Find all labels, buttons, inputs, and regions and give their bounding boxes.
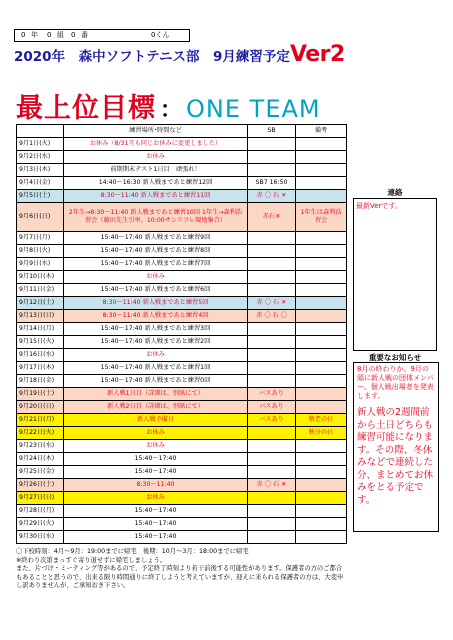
table-row [17, 427, 347, 440]
row-sb [248, 362, 296, 375]
row-content: 15:40～17:40 [64, 531, 248, 544]
table-row [17, 414, 347, 427]
table-row [17, 271, 347, 284]
row-note [296, 232, 347, 245]
row-date: 9月30日(水) [17, 531, 64, 544]
row-note [296, 440, 347, 453]
row-date: 9月22日(火) [17, 427, 64, 440]
header-note: 備考 [296, 125, 347, 138]
row-content: 15:40～17:40 新人戦まであと練習9回 [64, 232, 248, 245]
row-date: 9月21日(月) [17, 414, 64, 427]
row-content: 新人戦予備日 [64, 414, 248, 427]
row-content: 15:40～17:40 [64, 466, 248, 479]
schedule-table [16, 124, 347, 544]
row-content: お休み [64, 151, 248, 164]
row-sb [248, 492, 296, 505]
row-date: 9月14日(月) [17, 323, 64, 336]
row-content: お休み [64, 349, 248, 362]
class-value: 0 [47, 31, 52, 39]
row-content: お休み [64, 427, 248, 440]
row-date: 9月6日(日) [17, 203, 64, 232]
row-sb [248, 427, 296, 440]
table-row [17, 297, 347, 310]
row-sb: 赤石✕ [248, 203, 296, 232]
row-content: 前期期末テスト1日目 頑張れ！ [64, 164, 248, 177]
row-content: お休み（8/31月も同じお休みに変更しました） [64, 138, 248, 151]
row-sb [248, 138, 296, 151]
row-content: 8:30～11:40 新人戦まであと練習11回 [64, 190, 248, 203]
number-value: 0 [71, 31, 76, 39]
row-sb [248, 245, 296, 258]
row-sb: バスあり [248, 414, 296, 427]
row-content: お休み [64, 492, 248, 505]
row-sb [248, 323, 296, 336]
row-note [296, 310, 347, 323]
row-date: 9月19日(土) [17, 388, 64, 401]
table-row [17, 492, 347, 505]
notice-box [353, 362, 439, 532]
row-note [296, 138, 347, 151]
row-content: 15:40～17:40 新人戦まであと練習2回 [64, 336, 248, 349]
row-content: 15:40～17:40 新人戦まであと練習8回 [64, 245, 248, 258]
row-content: 8:30～11:40 新人戦まであと練習5回 [64, 297, 248, 310]
table-row [17, 258, 347, 271]
header-content: 練習場所･時間など [64, 125, 248, 138]
student-id-box [14, 29, 190, 42]
row-note [296, 518, 347, 531]
row-note [296, 466, 347, 479]
table-row [17, 323, 347, 336]
row-sb: 赤 〇 石 ✕ [248, 479, 296, 492]
table-row [17, 349, 347, 362]
row-note [296, 258, 347, 271]
row-sb [248, 232, 296, 245]
row-sb: 赤 〇 石 ✕ [248, 190, 296, 203]
row-content: 8:30～11:40 [64, 479, 248, 492]
row-note [296, 375, 347, 388]
row-note [296, 492, 347, 505]
row-date: 9月26日(土) [17, 479, 64, 492]
row-date: 9月9日(水) [17, 258, 64, 271]
row-sb [248, 505, 296, 518]
header-sb: SB [248, 125, 296, 138]
table-row [17, 479, 347, 492]
row-content: お休み [64, 440, 248, 453]
table-row [17, 466, 347, 479]
row-sb [248, 151, 296, 164]
row-note [296, 388, 347, 401]
row-sb [248, 284, 296, 297]
row-date: 9月17日(木) [17, 362, 64, 375]
row-date: 9月27日(日) [17, 492, 64, 505]
row-date: 9月7日(月) [17, 232, 64, 245]
row-note [296, 349, 347, 362]
footer-line-1: 〇下校時刻：4月～9月：19:00までに帰宅 後期：10月～3月：18:00までに帰宅 [16, 548, 249, 555]
row-sb [248, 336, 296, 349]
notice-text-2: 新人戦の2週間前から土日どちらも練習可能になります。その際、冬休みなどで連続した分、まとめてお休みをとる予定です。 [357, 407, 434, 506]
row-note: 秋分の日 [296, 427, 347, 440]
row-date: 9月18日(金) [17, 375, 64, 388]
table-row [17, 401, 347, 414]
row-date: 9月16日(水) [17, 349, 64, 362]
row-note [296, 297, 347, 310]
row-sb [248, 440, 296, 453]
row-sb: バスあり [248, 388, 296, 401]
goal-banner [16, 92, 366, 126]
row-content: 14:40～16:30 新人戦まであと練習12回 [64, 177, 248, 190]
class-label: 組 [57, 31, 64, 39]
row-content: 15:40～17:40 [64, 518, 248, 531]
header-date [17, 125, 64, 138]
row-date: 9月3日(木) [17, 164, 64, 177]
row-note [296, 453, 347, 466]
row-content: 15:40～17:40 [64, 453, 248, 466]
row-note [296, 479, 347, 492]
table-row [17, 284, 347, 297]
renraku-text: 最新Verです。 [356, 202, 402, 210]
row-date: 9月23日(水) [17, 440, 64, 453]
table-row [17, 138, 347, 151]
row-date: 9月12日(土) [17, 297, 64, 310]
row-sb [248, 453, 296, 466]
row-note [296, 336, 347, 349]
row-note [296, 401, 347, 414]
row-content: 新人戦1日目（詳細は、別紙にて） [64, 388, 248, 401]
row-note: 1年生は森利浩習会 [296, 203, 347, 232]
row-date: 9月10日(木) [17, 271, 64, 284]
row-content: お休み [64, 271, 248, 284]
row-content: 15:40～17:40 新人戦まであと練習0回 [64, 375, 248, 388]
row-content: 15:40～17:40 新人戦まであと練習3回 [64, 323, 248, 336]
row-note [296, 271, 347, 284]
row-note [296, 531, 347, 544]
row-content: 15:40～17:40 新人戦まであと練習7回 [64, 258, 248, 271]
row-date: 9月5日(土) [17, 190, 64, 203]
row-note [296, 164, 347, 177]
goal-colon: ： [160, 98, 183, 123]
row-date: 9月8日(火) [17, 245, 64, 258]
row-sb [248, 518, 296, 531]
table-row [17, 505, 347, 518]
row-date: 9月13日(日) [17, 310, 64, 323]
goal-jp: 最上位目標 [16, 93, 156, 124]
row-date: 9月1日(火) [17, 138, 64, 151]
year-label: 年 [31, 31, 38, 39]
row-note [296, 245, 347, 258]
row-sb [248, 375, 296, 388]
row-sb: バスあり [248, 401, 296, 414]
row-note [296, 190, 347, 203]
row-sb: 赤 〇 石 〇 [248, 310, 296, 323]
row-date: 9月29日(火) [17, 518, 64, 531]
row-sb [248, 271, 296, 284]
row-date: 9月25日(金) [17, 466, 64, 479]
footer-line-2: ※終わり次第まっすぐ寄り道せずに帰宅しましょう。 [16, 556, 167, 564]
row-date: 9月2日(水) [17, 151, 64, 164]
row-sb [248, 258, 296, 271]
footer-notes [16, 548, 346, 591]
table-row [17, 190, 347, 203]
row-sb: SB7 16:50 [248, 177, 296, 190]
table-row [17, 531, 347, 544]
row-content: 15:40～17:40 [64, 505, 248, 518]
table-header-row [17, 125, 347, 138]
title-main: 2020年 森中ソフトテニス部 9月練習予定 [14, 49, 290, 65]
table-row [17, 151, 347, 164]
table-row [17, 310, 347, 323]
row-date: 9月15日(火) [17, 336, 64, 349]
notice-heading: 重要なお知らせ [368, 353, 422, 362]
table-row [17, 232, 347, 245]
row-sb [248, 466, 296, 479]
row-content: 新人戦2日目（詳細は、別紙にて） [64, 401, 248, 414]
row-content: 15:40～17:40 新人戦まであと練習1回 [64, 362, 248, 375]
row-sb [248, 349, 296, 362]
title-version: Ver2 [289, 42, 345, 67]
table-row [17, 203, 347, 232]
table-row [17, 177, 347, 190]
table-row [17, 245, 347, 258]
row-date: 9月28日(月) [17, 505, 64, 518]
renraku-box [353, 198, 437, 351]
row-date: 9月4日(金) [17, 177, 64, 190]
table-row [17, 375, 347, 388]
row-note [296, 505, 347, 518]
table-row [17, 336, 347, 349]
row-content: 15:40～17:40 新人戦まであと練習6回 [64, 284, 248, 297]
table-row [17, 164, 347, 177]
year-value: 0 [21, 31, 26, 39]
table-row [17, 518, 347, 531]
row-note [296, 284, 347, 297]
page-title [14, 44, 364, 68]
table-row [17, 453, 347, 466]
row-sb [248, 531, 296, 544]
renraku-heading: 連絡 [387, 188, 403, 197]
row-note [296, 177, 347, 190]
row-content: 8:30～11:40 新人戦まであと練習4回 [64, 310, 248, 323]
row-note [296, 151, 347, 164]
footer-line-3: また、片づけ・ミーティング等があるので、予定終了時刻より若干前後する可能性があります。保護者の方のご都合もあることと思うので、出来る限り時間通りに終了しようと考えていますが、迎えに来られる保護者の方は、大変申し訳ありませんが、ご承知おき下さい。 [16, 565, 344, 589]
row-content: 2年生→8:30～11:40 新人戦まであと練習10回 1年生→森利浩習会（藤田先生引率、10:00サンリフレ現地集合） [64, 203, 248, 232]
table-row [17, 440, 347, 453]
row-date: 9月24日(木) [17, 453, 64, 466]
row-date: 9月20日(日) [17, 401, 64, 414]
notice-text-1: 8月の終わりか、9月の頭に新人戦の団体メンバー、個人戦出場者を発表します。 [357, 365, 434, 400]
goal-en: ONE TEAM [186, 95, 321, 123]
row-sb [248, 164, 296, 177]
table-row [17, 362, 347, 375]
row-sb: 赤 〇 石 ✕ [248, 297, 296, 310]
row-note [296, 323, 347, 336]
row-date: 9月11日(金) [17, 284, 64, 297]
row-note: 敬老の日 [296, 414, 347, 427]
table-row [17, 388, 347, 401]
number-label: 番 [81, 31, 88, 39]
student-name: 0くん [151, 31, 170, 39]
row-note [296, 362, 347, 375]
